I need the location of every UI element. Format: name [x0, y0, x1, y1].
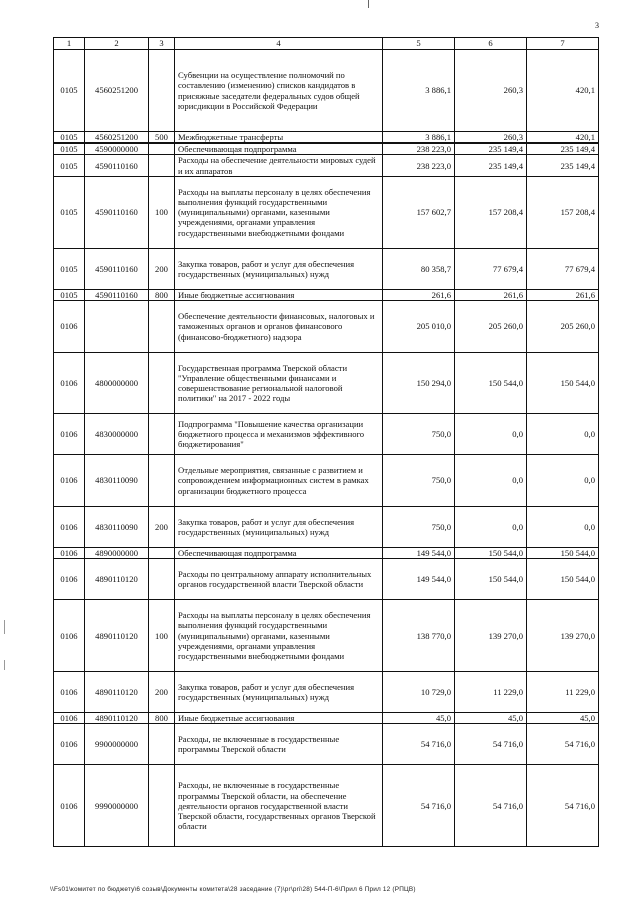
table-row	[54, 548, 599, 559]
amount-year-3: 150 544,0	[527, 548, 599, 559]
amount-year-3: 420,1	[527, 50, 599, 132]
table-row	[54, 301, 599, 353]
page-number: 3	[595, 21, 599, 30]
amount-year-3: 11 229,0	[527, 672, 599, 713]
expense-name: Обеспечение деятельности финансовых, налоговых и таможенных органов и органов финансового (финансово-бюджетного) надзора	[175, 301, 383, 353]
expense-type-code: 200	[149, 507, 175, 548]
amount-year-2: 0,0	[455, 414, 527, 455]
section-code: 0105	[54, 289, 85, 300]
expense-type-code	[149, 143, 175, 155]
amount-year-2: 260,3	[455, 50, 527, 132]
article-code: 4830110090	[85, 455, 149, 507]
amount-year-1: 80 358,7	[383, 248, 455, 289]
table-row	[54, 765, 599, 847]
expense-type-code: 100	[149, 600, 175, 672]
amount-year-2: 205 260,0	[455, 301, 527, 353]
expense-name: Обеспечивающая подпрограмма	[175, 143, 383, 155]
table-row	[54, 143, 599, 155]
amount-year-3: 420,1	[527, 132, 599, 144]
section-code: 0106	[54, 713, 85, 724]
section-code: 0106	[54, 724, 85, 765]
amount-year-1: 205 010,0	[383, 301, 455, 353]
table-row	[54, 455, 599, 507]
expense-type-code: 500	[149, 132, 175, 144]
amount-year-3: 45,0	[527, 713, 599, 724]
expense-type-code	[149, 559, 175, 600]
amount-year-3: 235 149,4	[527, 155, 599, 176]
section-code: 0105	[54, 143, 85, 155]
column-header: 6	[455, 38, 527, 50]
expense-name: Расходы на обеспечение деятельности мировых судей и их аппаратов	[175, 155, 383, 176]
table-row	[54, 155, 599, 176]
table-row	[54, 132, 599, 144]
amount-year-2: 261,6	[455, 289, 527, 300]
amount-year-1: 54 716,0	[383, 724, 455, 765]
expense-type-code: 800	[149, 713, 175, 724]
amount-year-1: 750,0	[383, 507, 455, 548]
amount-year-3: 150 544,0	[527, 353, 599, 414]
expense-name: Государственная программа Тверской области "Управление общественными финансами и совершенствование региональной налоговой политики" на 2017 - 2022 годы	[175, 353, 383, 414]
article-code: 4590000000	[85, 143, 149, 155]
article-code: 4560251200	[85, 132, 149, 144]
scan-mark	[4, 660, 5, 670]
expense-name: Расходы на выплаты персоналу в целях обеспечения выполнения функций государственными (муниципальными) органами, казенными учреждениями, органами управления государственными внебюджетными фондами	[175, 600, 383, 672]
expense-type-code	[149, 724, 175, 765]
expense-name: Подпрограмма "Повышение качества организации бюджетного процесса и механизмов эффективного бюджетирования"	[175, 414, 383, 455]
table-row	[54, 507, 599, 548]
table-row	[54, 724, 599, 765]
table-row	[54, 600, 599, 672]
expense-name: Иные бюджетные ассигнования	[175, 713, 383, 724]
section-code: 0105	[54, 176, 85, 248]
amount-year-1: 149 544,0	[383, 548, 455, 559]
section-code: 0105	[54, 132, 85, 144]
amount-year-1: 750,0	[383, 455, 455, 507]
section-code: 0106	[54, 414, 85, 455]
amount-year-2: 150 544,0	[455, 548, 527, 559]
amount-year-2: 157 208,4	[455, 176, 527, 248]
amount-year-2: 11 229,0	[455, 672, 527, 713]
amount-year-2: 150 544,0	[455, 559, 527, 600]
expense-type-code	[149, 155, 175, 176]
section-code: 0106	[54, 672, 85, 713]
amount-year-2: 77 679,4	[455, 248, 527, 289]
amount-year-3: 157 208,4	[527, 176, 599, 248]
amount-year-1: 10 729,0	[383, 672, 455, 713]
amount-year-3: 0,0	[527, 414, 599, 455]
section-code: 0105	[54, 248, 85, 289]
section-code: 0106	[54, 600, 85, 672]
column-header: 2	[85, 38, 149, 50]
amount-year-2: 45,0	[455, 713, 527, 724]
expense-name: Расходы на выплаты персоналу в целях обеспечения выполнения функций государственными (муниципальными) органами, казенными учреждениями, органами управления государственными внебюджетными фондами	[175, 176, 383, 248]
article-code: 9900000000	[85, 724, 149, 765]
amount-year-3: 77 679,4	[527, 248, 599, 289]
amount-year-1: 150 294,0	[383, 353, 455, 414]
amount-year-1: 157 602,7	[383, 176, 455, 248]
column-header: 5	[383, 38, 455, 50]
expense-type-code: 200	[149, 248, 175, 289]
section-code: 0106	[54, 548, 85, 559]
article-code: 4590110160	[85, 289, 149, 300]
amount-year-2: 150 544,0	[455, 353, 527, 414]
section-code: 0106	[54, 455, 85, 507]
amount-year-2: 139 270,0	[455, 600, 527, 672]
table-row	[54, 414, 599, 455]
section-code: 0106	[54, 507, 85, 548]
article-code: 4800000000	[85, 353, 149, 414]
expense-type-code	[149, 50, 175, 132]
section-code: 0105	[54, 155, 85, 176]
article-code: 4890000000	[85, 548, 149, 559]
amount-year-3: 205 260,0	[527, 301, 599, 353]
amount-year-1: 45,0	[383, 713, 455, 724]
expense-name: Закупка товаров, работ и услуг для обеспечения государственных (муниципальных) нужд	[175, 507, 383, 548]
article-code: 4890110120	[85, 600, 149, 672]
expense-name: Закупка товаров, работ и услуг для обеспечения государственных (муниципальных) нужд	[175, 672, 383, 713]
scan-mark	[368, 0, 369, 8]
expense-type-code	[149, 301, 175, 353]
section-code: 0105	[54, 50, 85, 132]
amount-year-3: 150 544,0	[527, 559, 599, 600]
table-row	[54, 248, 599, 289]
table-row	[54, 672, 599, 713]
amount-year-1: 750,0	[383, 414, 455, 455]
table-row	[54, 50, 599, 132]
amount-year-2: 235 149,4	[455, 155, 527, 176]
amount-year-3: 54 716,0	[527, 724, 599, 765]
amount-year-1: 149 544,0	[383, 559, 455, 600]
expense-name: Закупка товаров, работ и услуг для обеспечения государственных (муниципальных) нужд	[175, 248, 383, 289]
article-code: 4830000000	[85, 414, 149, 455]
section-code: 0106	[54, 301, 85, 353]
amount-year-1: 238 223,0	[383, 143, 455, 155]
amount-year-2: 260,3	[455, 132, 527, 144]
section-code: 0106	[54, 559, 85, 600]
expense-name: Иные бюджетные ассигнования	[175, 289, 383, 300]
expense-name: Обеспечивающая подпрограмма	[175, 548, 383, 559]
article-code	[85, 301, 149, 353]
article-code: 4890110120	[85, 713, 149, 724]
expense-type-code	[149, 353, 175, 414]
file-path-footer: \\Fs01\комитет по бюджету\6 созыв\Документы комитета\28 заседание (7)\pr\pri\28) 544-П-6\Прил 6 Прил 12 (РПЦВ)	[50, 886, 416, 893]
article-code: 4590110160	[85, 248, 149, 289]
table-row	[54, 176, 599, 248]
amount-year-3: 0,0	[527, 507, 599, 548]
column-header: 4	[175, 38, 383, 50]
amount-year-1: 3 886,1	[383, 50, 455, 132]
amount-year-1: 238 223,0	[383, 155, 455, 176]
amount-year-2: 0,0	[455, 507, 527, 548]
amount-year-1: 138 770,0	[383, 600, 455, 672]
amount-year-1: 261,6	[383, 289, 455, 300]
amount-year-3: 261,6	[527, 289, 599, 300]
expense-type-code	[149, 455, 175, 507]
amount-year-2: 54 716,0	[455, 724, 527, 765]
expense-type-code: 200	[149, 672, 175, 713]
article-code: 4590110160	[85, 176, 149, 248]
expense-type-code	[149, 414, 175, 455]
article-code: 4890110120	[85, 559, 149, 600]
scan-mark	[4, 620, 5, 634]
amount-year-3: 54 716,0	[527, 765, 599, 847]
expense-name: Межбюджетные трансферты	[175, 132, 383, 144]
table-row	[54, 713, 599, 724]
expense-name: Субвенции на осуществление полномочий по составлению (изменению) списков кандидатов в присяжные заседатели федеральных судов общей юрисдикции в Российской Федерации	[175, 50, 383, 132]
amount-year-2: 54 716,0	[455, 765, 527, 847]
amount-year-1: 3 886,1	[383, 132, 455, 144]
amount-year-3: 235 149,4	[527, 143, 599, 155]
expense-type-code: 100	[149, 176, 175, 248]
table-header-row	[54, 38, 599, 50]
expense-name: Расходы по центральному аппарату исполнительных органов государственной власти Тверской области	[175, 559, 383, 600]
section-code: 0106	[54, 353, 85, 414]
amount-year-3: 139 270,0	[527, 600, 599, 672]
section-code: 0106	[54, 765, 85, 847]
budget-table	[53, 37, 599, 847]
table-row	[54, 353, 599, 414]
article-code: 9990000000	[85, 765, 149, 847]
article-code: 4560251200	[85, 50, 149, 132]
amount-year-3: 0,0	[527, 455, 599, 507]
expense-name: Отдельные мероприятия, связанные с развитием и сопровождением информационных систем в рамках организации бюджетного процесса	[175, 455, 383, 507]
table-row	[54, 289, 599, 300]
table-row	[54, 559, 599, 600]
amount-year-2: 0,0	[455, 455, 527, 507]
article-code: 4590110160	[85, 155, 149, 176]
expense-type-code	[149, 548, 175, 559]
column-header: 7	[527, 38, 599, 50]
column-header: 3	[149, 38, 175, 50]
table-body	[54, 50, 599, 847]
expense-name: Расходы, не включенные в государственные программы Тверской области	[175, 724, 383, 765]
article-code: 4830110090	[85, 507, 149, 548]
article-code: 4890110120	[85, 672, 149, 713]
expense-type-code	[149, 765, 175, 847]
expense-name: Расходы, не включенные в государственные программы Тверской области, на обеспечение деятельности органов государственной власти Тверской области, государственных органов Тверской области	[175, 765, 383, 847]
column-header: 1	[54, 38, 85, 50]
amount-year-1: 54 716,0	[383, 765, 455, 847]
amount-year-2: 235 149,4	[455, 143, 527, 155]
expense-type-code: 800	[149, 289, 175, 300]
